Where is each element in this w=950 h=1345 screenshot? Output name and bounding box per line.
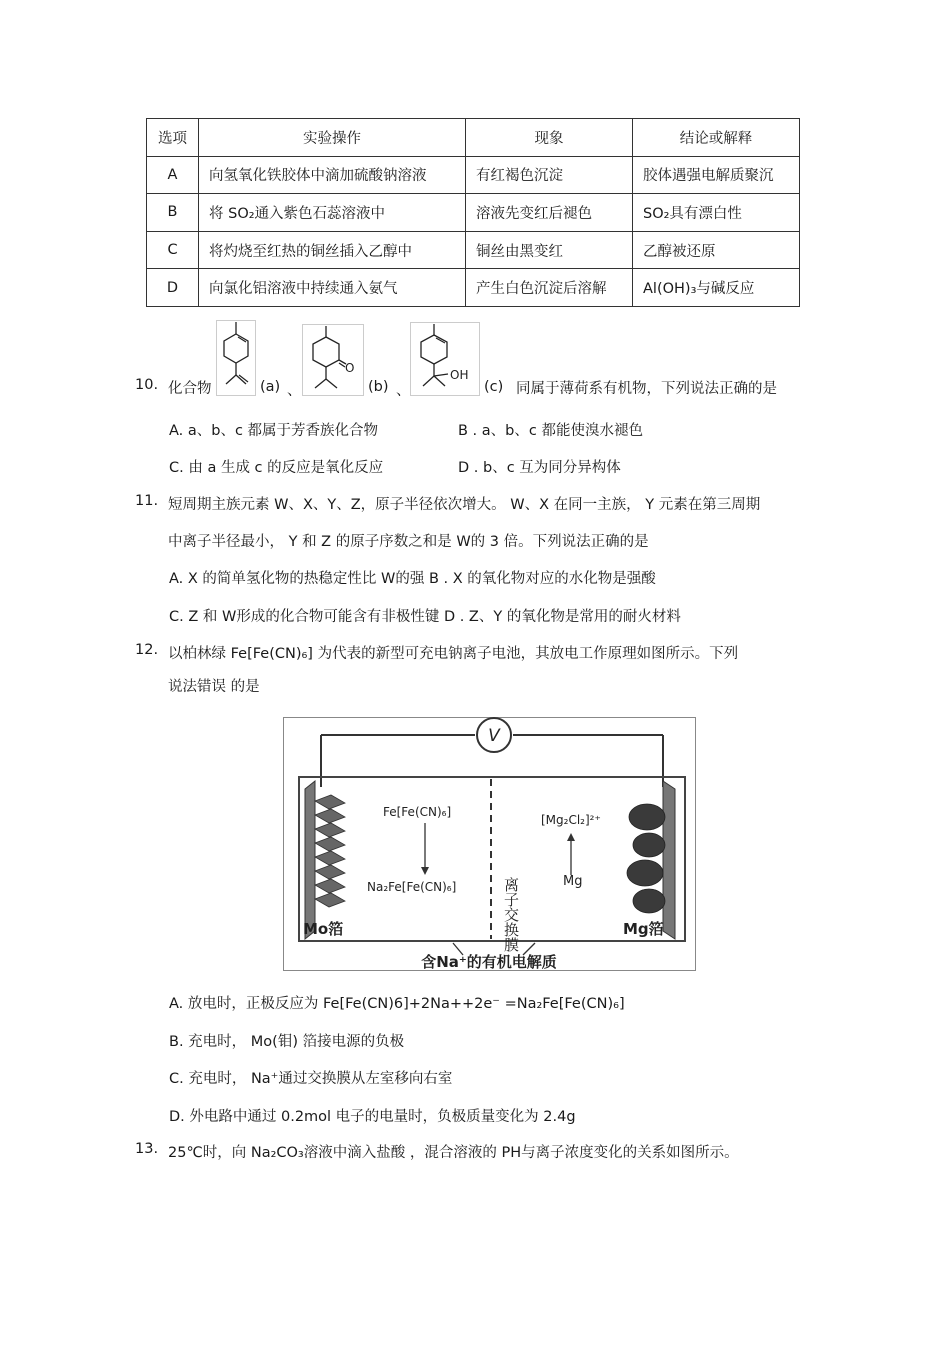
row-operation: 将灼烧至红热的铜丝插入乙醇中 [199,231,466,269]
left-bottom-species: Na₂Fe[Fe(CN)₆] [367,880,457,894]
right-electrode-label: Mg箔 [623,920,664,938]
row-option: C [147,231,199,269]
q12-option-b: B. 充电时， Mo(钼) 箔接电源的负极 [169,1034,405,1050]
table-row [147,269,800,307]
header-operation: 实验操作 [199,119,466,157]
left-top-species: Fe[Fe(CN)₆] [383,805,452,819]
row-option: A [147,156,199,194]
q10-number: 10. [135,377,159,393]
experiment-table [146,118,800,307]
header-phenomenon: 现象 [466,119,633,157]
molecule-c-hydroxyl: OH [450,368,469,382]
q10-label-a: (a) [260,379,281,395]
q12-option-d: D. 外电路中通过 0.2mol 电子的电量时，负极质量变化为 2.4g [169,1109,576,1125]
electrolyte-label: 含Na⁺的有机电解质 [421,953,557,971]
row-phenomenon: 有红褐色沉淀 [466,156,633,194]
row-phenomenon: 产生白色沉淀后溶解 [466,269,633,307]
table-row [147,231,800,269]
q11-line-2: 中离子半径最小， Y 和 Z 的原子序数之和是 W的 3 倍。下列说法正确的是 [168,534,649,550]
battery-diagram [283,717,696,971]
q12-option-c: C. 充电时， Na⁺通过交换膜从左室移向右室 [169,1071,453,1087]
header-conclusion: 结论或解释 [633,119,800,157]
q10-sep-2: 、 [396,383,411,399]
q11-option-ab: A. X 的简单氢化物的热稳定性比 W的强 B . X 的氧化物对应的水化物是强酸 [169,571,656,587]
row-conclusion: SO₂具有漂白性 [633,194,800,232]
left-electrode-label: Mo箔 [303,920,344,938]
molecule-c-structure [410,322,480,396]
right-bottom-species: Mg [563,874,583,889]
q10-option-d: D . b、c 互为同分异构体 [458,460,621,476]
row-option: D [147,269,199,307]
header-option: 选项 [147,119,199,157]
q12-number: 12. [135,642,159,658]
membrane-label: 离子交换膜 [502,877,520,952]
q11-line-1: 短周期主族元素 W、X、Y、Z，原子半径依次增大。 W、X 在同一主族， Y 元素在第三周期 [168,497,761,513]
table-row [147,194,800,232]
voltmeter-label: V [488,726,500,746]
q11-number: 11. [135,493,159,509]
q10-stem: 同属于薄荷系有机物，下列说法正确的是 [516,381,777,397]
q10-label-b: (b) [368,379,389,395]
row-phenomenon: 溶液先变红后褪色 [466,194,633,232]
row-conclusion: 胶体遇强电解质聚沉 [633,156,800,194]
q12-option-a: A. 放电时，正极反应为 Fe[Fe(CN)6]+2Na++2e⁻ =Na₂Fe[Fe(CN)₆] [169,996,625,1012]
row-conclusion: Al(OH)₃与碱反应 [633,269,800,307]
row-option: B [147,194,199,232]
q12-line-2: 说法错误 的是 [168,679,260,695]
q13-number: 13. [135,1141,159,1157]
table-row [147,156,800,194]
q11-option-cd: C. Z 和 W形成的化合物可能含有非极性键 D . Z、Y 的氧化物是常用的耐火材料 [169,609,681,625]
q12-line-1: 以柏林绿 Fe[Fe(CN)₆] 为代表的新型可充电钠离子电池，其放电工作原理如图所示。下列 [168,646,739,662]
q10-option-b: B . a、b、c 都能使溴水褪色 [458,423,643,439]
q10-option-a: A. a、b、c 都属于芳香族化合物 [169,423,379,439]
row-operation: 向氯化铝溶液中持续通入氨气 [199,269,466,307]
molecule-a-structure [216,320,256,396]
right-top-species: [Mg₂Cl₂]²⁺ [541,813,601,827]
table-header-row [147,119,800,157]
q10-lead: 化合物 [168,381,212,397]
molecule-b-structure [302,324,364,396]
q13-line-1: 25℃时，向 Na₂CO₃溶液中滴入盐酸 ，混合溶液的 PH与离子浓度变化的关系如图所示。 [168,1145,739,1161]
row-operation: 向氢氧化铁胶体中滴加硫酸钠溶液 [199,156,466,194]
q10-label-c: (c) [484,379,504,395]
molecule-b-oxygen: O [345,361,355,375]
q10-sep-1: 、 [287,383,302,399]
q10-option-c: C. 由 a 生成 c 的反应是氧化反应 [169,460,384,476]
row-conclusion: 乙醇被还原 [633,231,800,269]
row-operation: 将 SO₂通入紫色石蕊溶液中 [199,194,466,232]
row-phenomenon: 铜丝由黑变红 [466,231,633,269]
